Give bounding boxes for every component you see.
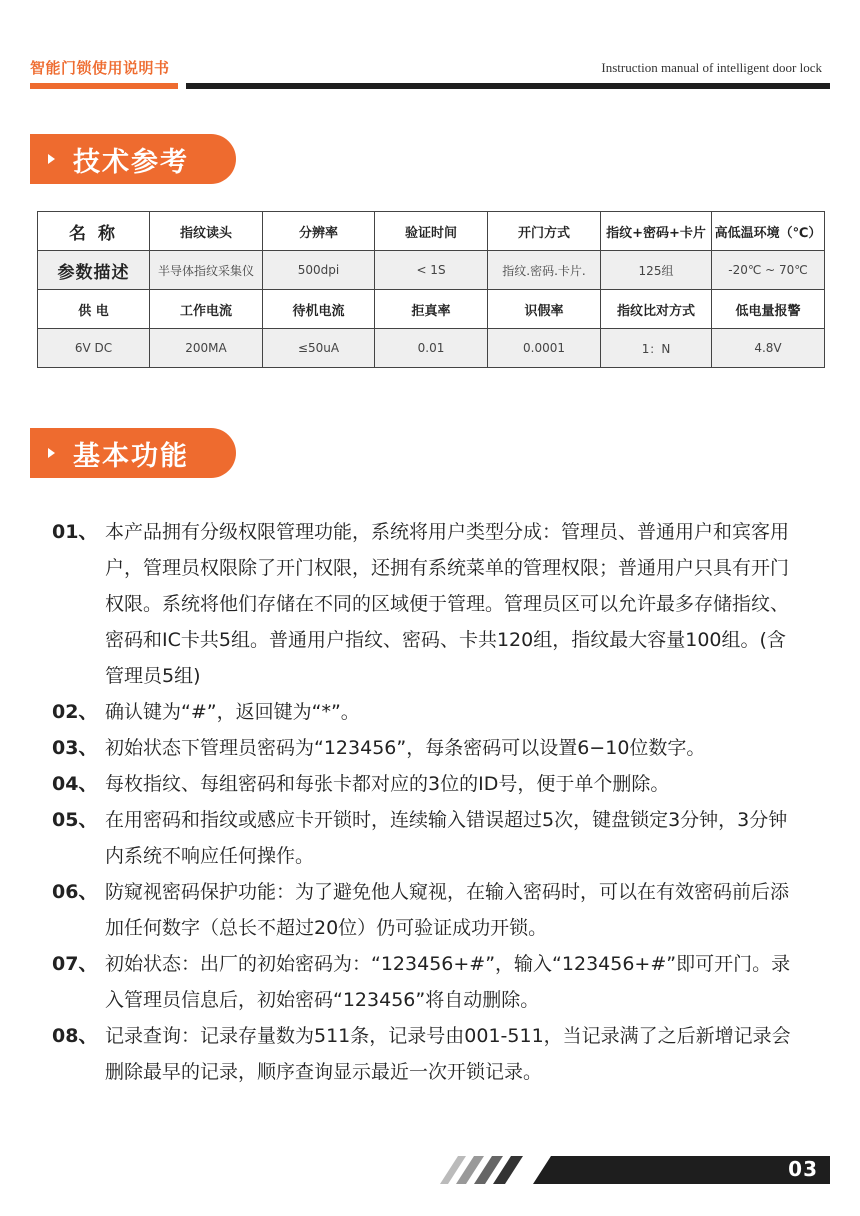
table-cell: 4.8V [712, 329, 825, 368]
table-row [38, 329, 825, 368]
list-item [52, 694, 792, 730]
table-cell: 指纹.密码.卡片. [488, 251, 601, 290]
table-cell: 半导体指纹采集仪 [150, 251, 263, 290]
table-cell: 低电量报警 [712, 290, 825, 329]
table-cell: 6V DC [38, 329, 150, 368]
table-cell: 名 称 [38, 212, 150, 251]
header-bar-black [186, 83, 830, 89]
table-cell: 高低温环境（℃） [712, 212, 825, 251]
section-title-basic: 基本功能 [73, 440, 189, 472]
list-item-text: 在用密码和指纹或感应卡开锁时，连续输入错误超过5次，键盘锁定3分钟，3分钟内系统不响应任何操作。 [105, 809, 788, 867]
play-arrow-icon [48, 448, 55, 458]
table-cell: 1：N [601, 329, 712, 368]
table-cell: ≤50uA [263, 329, 375, 368]
table-cell: 分辨率 [263, 212, 375, 251]
section-banner-tech [30, 134, 236, 184]
table-row [38, 251, 825, 290]
list-item-number: 04、 [52, 773, 98, 795]
table-cell: 200MA [150, 329, 263, 368]
list-item [52, 1018, 792, 1090]
list-item-text: 防窥视密码保护功能：为了避免他人窥视，在输入密码时，可以在有效密码前后添加任何数字（总长不超过20位）仍可验证成功开锁。 [105, 881, 790, 939]
spec-table [37, 211, 825, 368]
table-row [38, 290, 825, 329]
list-item-text: 每枚指纹、每组密码和每张卡都对应的3位的ID号，便于单个删除。 [105, 773, 670, 795]
table-cell: 指纹+密码+卡片 [601, 212, 712, 251]
table-cell: 指纹比对方式 [601, 290, 712, 329]
table-cell: 125组 [601, 251, 712, 290]
list-item [52, 730, 792, 766]
table-cell: 0.01 [375, 329, 488, 368]
table-cell: < 1S [375, 251, 488, 290]
list-item [52, 946, 792, 1018]
table-cell: 开门方式 [488, 212, 601, 251]
page-number: 03 [788, 1157, 818, 1181]
list-item-number: 07、 [52, 953, 98, 975]
list-item [52, 802, 792, 874]
section-banner-basic [30, 428, 236, 478]
list-item [52, 874, 792, 946]
table-cell: -20℃ ~ 70℃ [712, 251, 825, 290]
table-cell: 识假率 [488, 290, 601, 329]
table-cell: 供 电 [38, 290, 150, 329]
play-arrow-icon [48, 154, 55, 164]
list-item-number: 02、 [52, 701, 98, 723]
footer-bar [533, 1156, 830, 1184]
header-bar-orange [30, 83, 178, 89]
table-cell: 验证时间 [375, 212, 488, 251]
list-item-text: 确认键为“#”，返回键为“*”。 [105, 701, 360, 723]
list-item-text: 记录查询：记录存量数为511条，记录号由001-511，当记录满了之后新增记录会删除最早的记录，顺序查询显示最近一次开锁记录。 [105, 1025, 791, 1083]
list-item-text: 初始状态：出厂的初始密码为：“123456+#”，输入“123456+#”即可开门。录入管理员信息后，初始密码“123456”将自动删除。 [105, 953, 791, 1011]
list-item [52, 766, 792, 802]
list-item-number: 06、 [52, 881, 98, 903]
header-title-cn: 智能门锁使用说明书 [30, 59, 170, 77]
list-item-text: 本产品拥有分级权限管理功能，系统将用户类型分成：管理员、普通用户和宾客用户，管理员权限除了开门权限，还拥有系统菜单的管理权限；普通用户只具有开门权限。系统将他们存储在不同的区域便于管理。管理员区可以允许最多存储指纹、密码和IC卡共5组。普通用户指纹、密码、卡共120组，指纹最大容量100组。(含管理员5组) [105, 521, 790, 687]
list-item-number: 03、 [52, 737, 98, 759]
section-title-tech: 技术参考 [73, 146, 189, 178]
list-item-number: 08、 [52, 1025, 98, 1047]
list-item-number: 05、 [52, 809, 98, 831]
table-row [38, 212, 825, 251]
table-cell: 指纹读头 [150, 212, 263, 251]
header-title-en: Instruction manual of intelligent door lock [601, 60, 822, 75]
list-item-text: 初始状态下管理员密码为“123456”，每条密码可以设置6−10位数字。 [105, 737, 706, 759]
table-cell: 500dpi [263, 251, 375, 290]
list-item [52, 514, 792, 694]
table-cell: 待机电流 [263, 290, 375, 329]
footer-stripes-decoration [440, 1156, 540, 1184]
list-item-number: 01、 [52, 521, 98, 543]
table-cell: 拒真率 [375, 290, 488, 329]
table-cell: 工作电流 [150, 290, 263, 329]
table-cell: 0.0001 [488, 329, 601, 368]
table-cell: 参数描述 [38, 251, 150, 290]
feature-list [52, 514, 792, 1090]
